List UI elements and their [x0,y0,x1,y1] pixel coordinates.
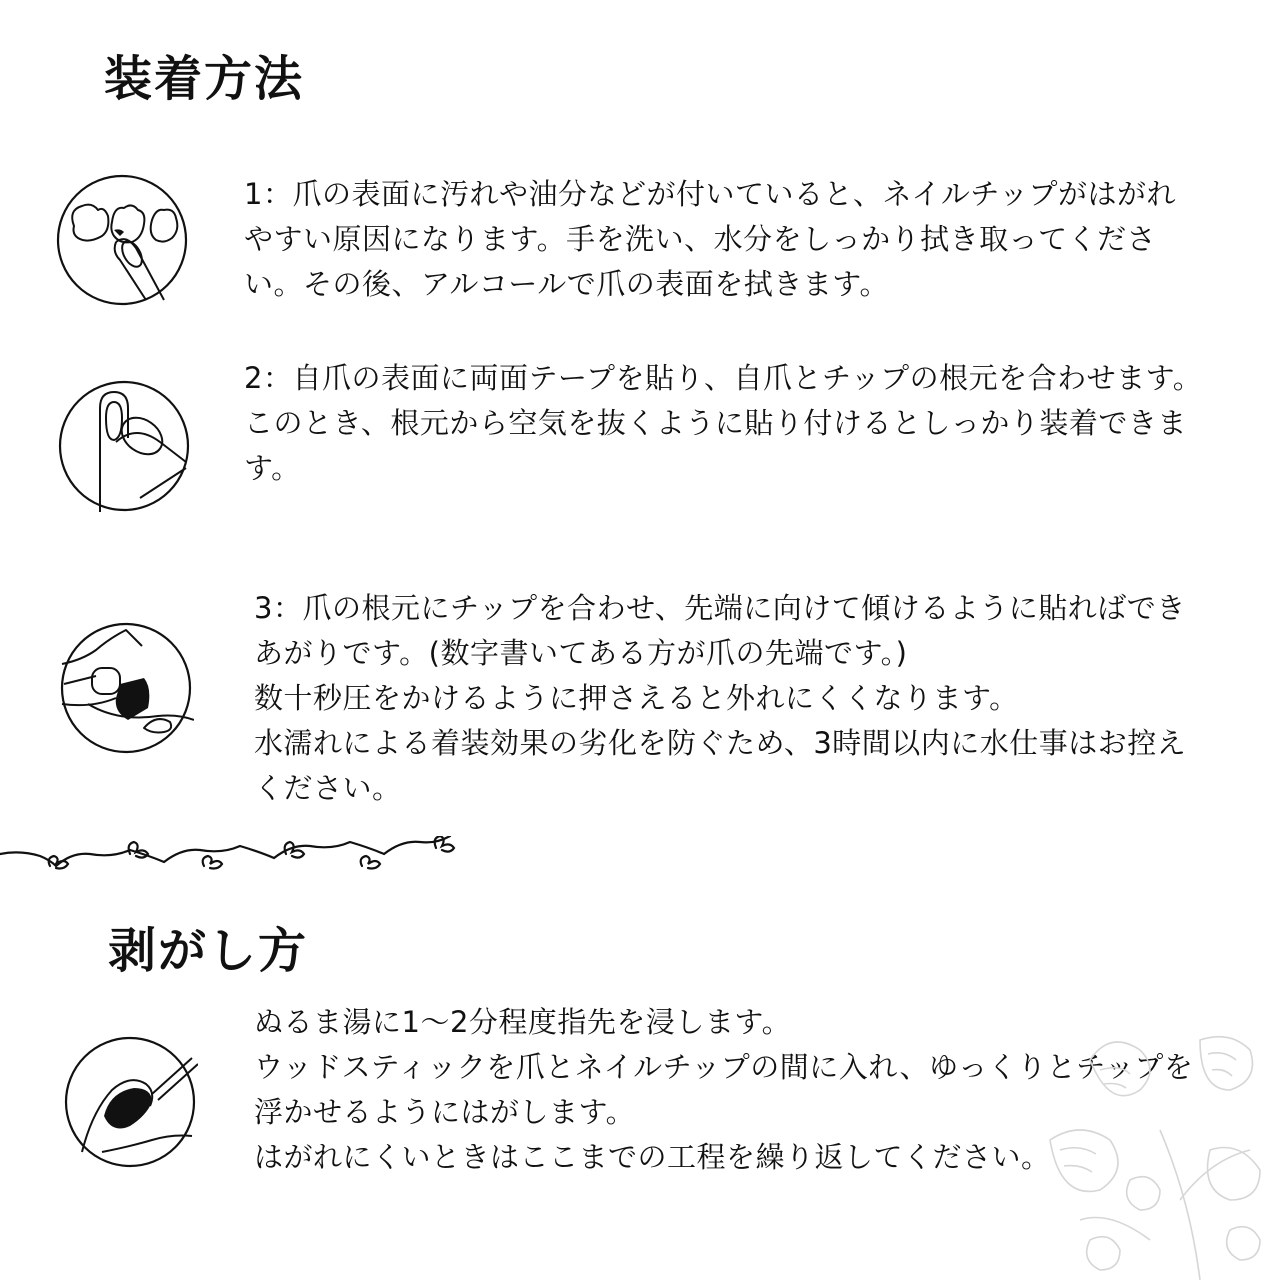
remove-title: 剥がし方 [108,923,309,979]
step-2-line-2: このとき、根元から空気を抜くように貼り付けるとしっかり装着できます。 [244,406,1187,485]
remove-line-3: はがれにくいときはここまでの工程を繰り返してください。 [254,1140,1051,1174]
step-2-line-1: 2：自爪の表面に両面テープを貼り、自爪とチップの根元を合わせます。 [244,361,1203,395]
install-step-2 [244,356,1204,491]
nail-tip-apply-icon [56,378,192,514]
remove-line-2: ウッドスティックを爪とネイルチップの間に入れ、ゆっくりとチップを浮かせるようにはがします。 [254,1050,1194,1129]
step-3-line-3: 水濡れによる着装効果の劣化を防ぐため、3時間以内に水仕事はお控えください。 [254,726,1187,805]
remove-line-1: ぬるま湯に1〜2分程度指先を浸します。 [254,1005,792,1039]
step-3-line-1: 3：爪の根元にチップを合わせ、先端に向けて傾けるように貼ればできあがりです。(数字書いてある方が爪の先端です。) [254,591,1186,670]
vine-divider-icon [0,836,470,886]
step-1-text: 1：爪の表面に汚れや油分などが付いていると、ネイルチップがはがれやすい原因になります。手を洗い、水分をしっかり拭き取ってください。その後、アルコールで爪の表面を拭きます。 [244,177,1177,301]
nail-press-icon [58,620,194,756]
step-3-line-2: 数十秒圧をかけるように押さえると外れにくくなります。 [254,681,1019,715]
nail-wipe-icon [54,172,190,308]
install-step-1 [244,172,1204,307]
wood-stick-remove-icon [62,1034,198,1170]
install-title: 装着方法 [104,51,305,107]
floral-sketch-icon [1030,1000,1280,1280]
install-step-3 [254,586,1214,811]
